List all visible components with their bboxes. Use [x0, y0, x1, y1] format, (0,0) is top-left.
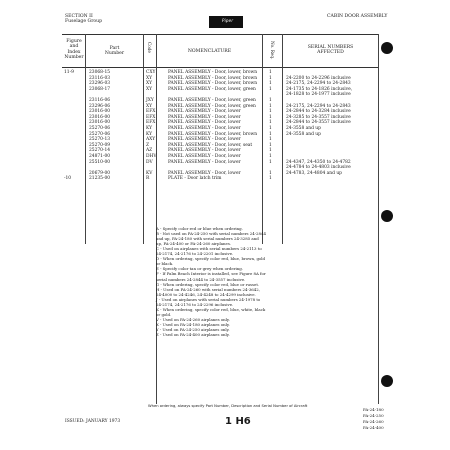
cell-nomenclature: PANEL ASSEMBLY - Door, lower — [168, 109, 241, 115]
note-line: B - Not used on PA-24-250 with serial numbers 24-2844 — [156, 231, 266, 237]
cell-part-number: 25270-14 — [89, 148, 111, 154]
header-line: SERIAL NUMBERS — [307, 45, 354, 50]
group-label: Fuselage Group — [65, 19, 103, 24]
cell-quantity: 1 — [269, 120, 272, 126]
cell-part-number: 23068-17 — [89, 86, 111, 92]
column-divider — [85, 34, 86, 244]
header-line: Figure — [66, 39, 82, 44]
cell-quantity: 1 — [269, 86, 272, 92]
cell-code: AZ — [146, 148, 153, 154]
note-line: or black. — [156, 261, 174, 267]
cell-part-number: 25270-06 — [89, 131, 111, 137]
cell-fig: 11-9 — [64, 70, 74, 75]
cell-part-number: 25510-00 — [89, 159, 111, 165]
header-part-number — [86, 46, 143, 57]
cell-quantity: 1 — [269, 75, 272, 81]
column-divider — [262, 34, 263, 244]
cell-serial-range: 24-4784 to 24-4803 inclusive — [286, 165, 351, 171]
cell-quantity: 1 — [269, 70, 272, 75]
cell-nomenclature: PANEL ASSEMBLY - Door, lower, brown — [168, 81, 258, 87]
note-line: serial numbers 24-2844 to 24-3557 inclusive. — [156, 276, 246, 282]
header-serial-numbers — [283, 45, 378, 56]
cell-part-number: 23016-00 — [89, 114, 111, 120]
header-line: Number — [104, 51, 125, 57]
note-line: D - When ordering, specify color red, blue, brown, gold — [156, 256, 266, 262]
binder-hole — [381, 210, 393, 222]
cell-code: XY — [146, 103, 153, 109]
column-divider — [282, 34, 283, 244]
note-line: V - Used on PA-24-260 airplanes only. — [156, 316, 230, 322]
note-line: K - When ordering, specify color red, blue, white, black — [156, 306, 266, 312]
cell-code: AXY — [146, 137, 156, 143]
note-line: and up, PA-24-180 with serial numbers 24-3285 and — [156, 236, 259, 242]
cell-code: R — [146, 176, 150, 182]
logo-text: Piper — [222, 18, 234, 23]
model-label: PA-24-250 — [363, 413, 384, 418]
header-figure-index — [63, 39, 85, 60]
cell-part-number: 20679-00 — [89, 170, 111, 176]
cell-part-number: 24871-00 — [89, 154, 111, 159]
cell-part-number: 25270-06 — [89, 126, 111, 131]
cell-serial-range: 24-2844 to 24-3284 inclusive — [286, 109, 351, 115]
cell-nomenclature: PANEL ASSEMBLY - Door, lower, brown — [168, 75, 258, 81]
cell-nomenclature: PANEL ASSEMBLY - Door, lower, green — [168, 103, 256, 109]
cell-code: EFX — [146, 109, 156, 115]
model-label: PA-24-180 — [363, 407, 384, 412]
cell-part-number: 23116-06 — [89, 98, 111, 103]
cell-code: KY — [146, 131, 153, 137]
note-line: E - Specify color tan or grey when ordering. — [156, 266, 243, 272]
cell-nomenclature: PANEL ASSEMBLY - Door, lower — [168, 154, 241, 159]
cell-quantity: 1 — [269, 176, 272, 182]
cell-part-number: 25270-13 — [89, 137, 111, 143]
note-line: C - Used on airplanes with serial numbers 24-2113 to — [156, 246, 262, 252]
cell-quantity: 1 — [269, 103, 272, 109]
page-title: CABIN DOOR ASSEMBLY — [327, 14, 388, 19]
cell-code: Z — [146, 142, 150, 148]
cell-code: DV — [146, 159, 153, 165]
note-line: X - Used on PA-24-180 airplanes only. — [156, 321, 230, 327]
binder-hole — [381, 42, 393, 54]
cell-code: XY — [146, 86, 153, 92]
note-line: F - If Palm Beach Interior is installed, see Figure 8A for — [156, 271, 266, 277]
note-line: A - Specify color red or blue when ordering. — [156, 226, 243, 231]
cell-quantity: 1 — [269, 109, 272, 115]
cell-part-number: 23296-06 — [89, 103, 111, 109]
cell-quantity: 1 — [269, 170, 272, 176]
cell-code: CXY — [146, 70, 156, 75]
note-line: H - Used on PA-24-260 with serial numbers 24-3642, — [156, 286, 260, 292]
note-line: 24-2174, 24-2176 to 24-2296 inclusive. — [156, 301, 234, 307]
table-header-rule — [62, 67, 378, 68]
note-line: G - When ordering, specify color red, blue or russet. — [156, 281, 260, 287]
binder-hole — [381, 375, 393, 387]
cell-serial-range: 24-1735 to 24-1826 inclusive, — [286, 86, 353, 92]
cell-code: EFX — [146, 114, 156, 120]
cell-code: EFX — [146, 120, 156, 126]
cell-quantity: 1 — [269, 126, 272, 131]
column-divider — [156, 34, 157, 404]
cell-quantity: 1 — [269, 81, 272, 87]
cell-quantity: 1 — [269, 142, 272, 148]
cell-code: JXY — [146, 98, 154, 103]
cell-serial-range: 24-4783, 24-4804 and up — [286, 170, 342, 176]
cell-serial-range: 24-2175, 24-2294 to 24-2843 — [286, 103, 351, 109]
cell-serial-range: 24-3285 to 24-3557 inclusive — [286, 114, 351, 120]
cell-serial-range: 24-3558 and up — [286, 131, 321, 137]
cell-nomenclature: PANEL ASSEMBLY - Door, lower — [168, 126, 241, 131]
ordering-note: When ordering, always specify Part Number, Description and Serial Number of Aircraft — [148, 404, 308, 408]
cell-nomenclature: PANEL ASSEMBLY - Door, lower, green — [168, 86, 256, 92]
cell-serial-range: 24-2200 to 24-2296 inclusive — [286, 75, 351, 81]
header-line: AFFECTED — [317, 50, 344, 56]
column-divider — [378, 34, 379, 404]
cell-nomenclature: PANEL ASSEMBLY - Door, lower, seat — [168, 142, 253, 148]
cell-quantity: 1 — [269, 154, 272, 159]
cell-quantity: 1 — [269, 114, 272, 120]
cell-code: XY — [146, 81, 153, 87]
cell-quantity: 1 — [269, 131, 272, 137]
cell-quantity: 1 — [269, 148, 272, 154]
cell-part-number: 23296-03 — [89, 81, 111, 87]
model-label: PA-24-260 — [363, 419, 384, 424]
header-no-req: No. Req. — [270, 41, 275, 60]
cell-part-number: 23116-03 — [89, 75, 111, 81]
cell-nomenclature: PANEL ASSEMBLY - Door, lower — [168, 114, 241, 120]
cell-serial-range: 24-3558 and up — [286, 126, 321, 131]
header-code: Code — [147, 42, 152, 53]
note-line: 24-2174, 24-2176 to 24-2201 inclusive. — [156, 251, 234, 257]
cell-nomenclature: PANEL ASSEMBLY - Door, lower — [168, 170, 241, 176]
cell-nomenclature: PLATE - Door latch trim — [168, 176, 222, 182]
note-line: 24-4000 to 24-4246, 24-4248 to 24-4299 inclusive. — [156, 291, 256, 297]
header-line: and — [69, 44, 79, 50]
cell-quantity: 1 — [269, 137, 272, 143]
cell-serial-range: 24-1828 to 24-1977 inclusive — [286, 92, 351, 98]
cell-nomenclature: PANEL ASSEMBLY - Door, lower, green — [168, 98, 256, 103]
cell-code: DHV — [146, 154, 157, 159]
note-line: Z - Used on PA-24-400 airplanes only. — [156, 332, 230, 338]
note-line: up, PA-24-400 or PA-24-260 airplanes. — [156, 241, 232, 247]
header-line: Part — [109, 46, 120, 51]
page-code: 1 H6 — [225, 416, 251, 427]
note-line: or gold. — [156, 311, 172, 317]
cell-part-number: 25270-09 — [89, 142, 111, 148]
cell-serial-range: 24-2175, 24-2294 to 24-2843 — [286, 81, 351, 87]
note-line: J - Used on airplanes with serial numbers 24-1978 to — [156, 296, 261, 302]
cell-serial-range: 24-4347, 24-4350 to 24-4782 — [286, 159, 351, 165]
cell-code: KY — [146, 126, 153, 131]
section-label: SECTION II — [65, 14, 93, 19]
cell-nomenclature: PANEL ASSEMBLY - Door, lower — [168, 120, 241, 126]
note-line: Y - Used on PA-24-250 airplanes only. — [156, 327, 230, 332]
cell-quantity: 1 — [269, 98, 272, 103]
cell-part-number: 23068-15 — [89, 70, 111, 75]
issued-date: ISSUED: JANUARY 1973 — [65, 419, 121, 424]
cell-part-number: 21235-00 — [89, 176, 111, 182]
header-line: Index — [67, 49, 81, 55]
header-line: Number — [64, 54, 84, 60]
cell-part-number: 23016-00 — [89, 120, 111, 126]
cell-nomenclature: PANEL ASSEMBLY - Door, lower, brown — [168, 131, 258, 137]
cell-fig: -10 — [64, 176, 72, 182]
model-label: PA-24-400 — [363, 425, 384, 430]
table-top-rule — [62, 34, 378, 35]
cell-nomenclature: PANEL ASSEMBLY - Door, lower, brown — [168, 70, 258, 75]
header-nomenclature: NOMENCLATURE — [187, 49, 232, 54]
piper-logo — [209, 16, 243, 28]
cell-serial-range: 24-2844 to 24-3557 inclusive — [286, 120, 351, 126]
cell-nomenclature: PANEL ASSEMBLY - Door, lower — [168, 137, 241, 143]
cell-code: KV — [146, 170, 153, 176]
cell-nomenclature: PANEL ASSEMBLY - Door, lower — [168, 159, 241, 165]
cell-part-number: 23016-00 — [89, 109, 111, 115]
cell-quantity: 1 — [269, 159, 272, 165]
cell-code: XY — [146, 75, 153, 81]
column-divider — [143, 34, 144, 244]
cell-nomenclature: PANEL ASSEMBLY - Door, lower — [168, 148, 241, 154]
